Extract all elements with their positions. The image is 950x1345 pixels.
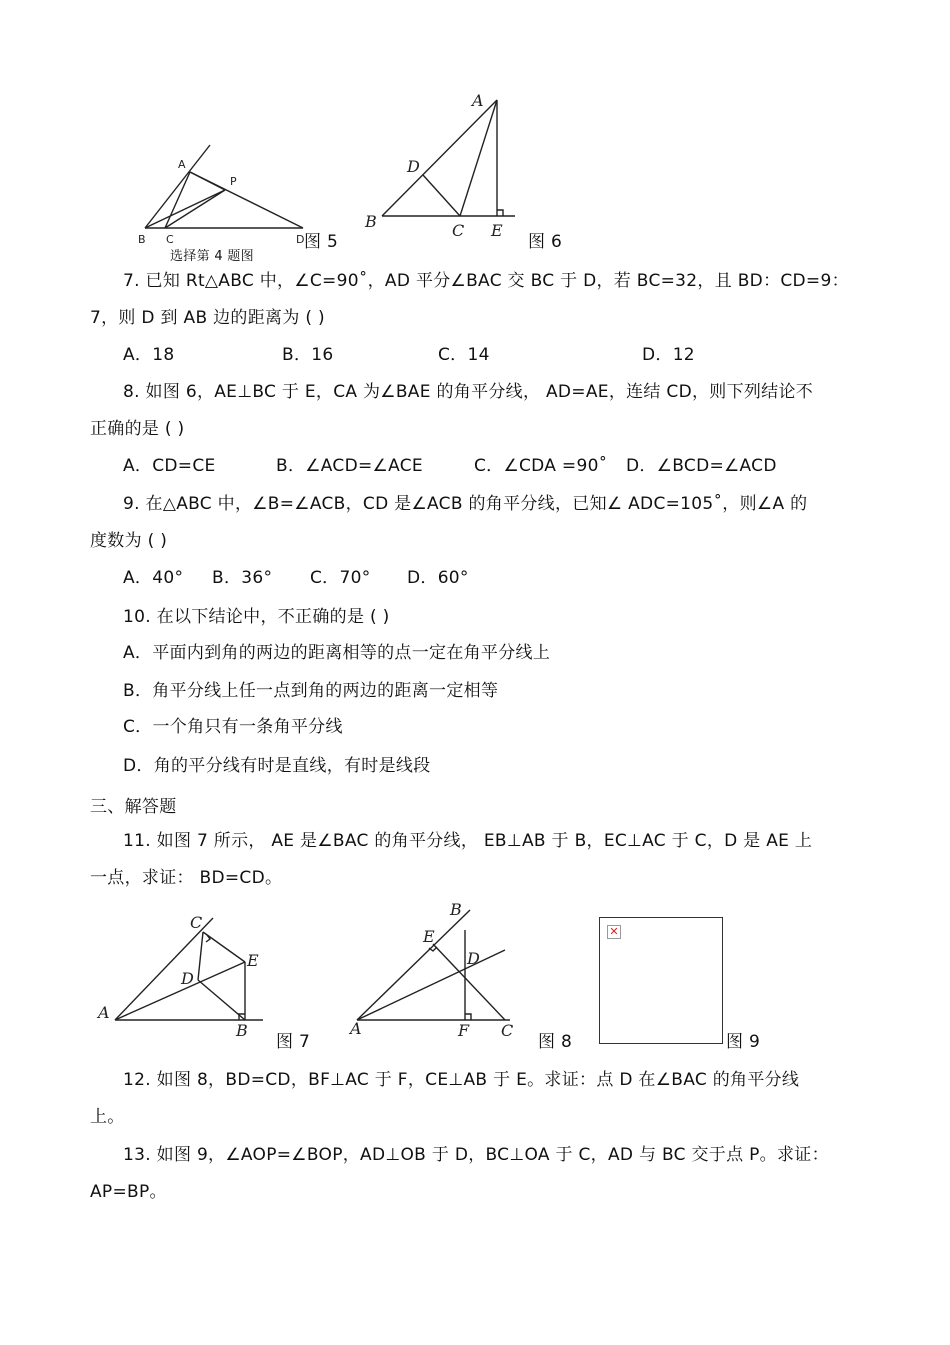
point-label: E (423, 927, 435, 946)
question-8-line1: 8. 如图 6，AE⊥BC 于 E，CA 为∠BAE 的角平分线， AD=AE，连结 CD，则下列结论不 (123, 382, 814, 402)
point-label: C (166, 233, 174, 246)
figure-6 (360, 88, 530, 243)
point-label: A (350, 1019, 362, 1038)
point-label: C (190, 913, 203, 932)
option: C．一个角只有一条角平分线 (123, 717, 343, 737)
point-label: B (138, 233, 146, 246)
point-label: A (472, 91, 484, 110)
figure-4-caption: 选择第 4 题图 (170, 249, 254, 264)
option: D．12 (642, 345, 695, 365)
point-label: C (452, 221, 465, 240)
question-10-line1: 10. 在以下结论中，不正确的是 ( ) (123, 607, 390, 627)
point-label: E (247, 951, 259, 970)
option: B．∠ACD=∠ACE (276, 456, 423, 476)
option: B．角平分线上任一点到角的两边的距离一定相等 (123, 681, 499, 701)
figure-9-label: 图 9 (726, 1032, 761, 1052)
point-label: P (230, 175, 237, 188)
question-7-line2: 7，则 D 到 AB 边的距离为 ( ) (90, 308, 325, 328)
option: B．36° (212, 568, 273, 588)
point-label: D (296, 233, 305, 246)
question-7-line1: 7. 已知 Rt△ABC 中，∠C=90˚，AD 平分∠BAC 交 BC 于 D，若 BC=32，且 BD：CD=9： (123, 271, 849, 291)
point-label: B (450, 900, 462, 919)
option: A．平面内到角的两边的距离相等的点一定在角平分线上 (123, 643, 551, 663)
figure-9-placeholder (599, 917, 723, 1044)
option: D．角的平分线有时是直线，有时是线段 (123, 756, 431, 776)
problem-12-line1: 12. 如图 8，BD=CD，BF⊥AC 于 F，CE⊥AB 于 E。求证：点 D 在∠BAC 的角平分线 (123, 1070, 800, 1090)
option: A．CD=CE (123, 456, 216, 476)
option: C．∠CDA =90˚ (474, 456, 608, 476)
point-label: B (236, 1021, 248, 1040)
point-label: D (181, 969, 194, 988)
problem-12-line2: 上。 (90, 1107, 125, 1127)
problem-11-line2: 一点，求证： BD=CD。 (90, 868, 283, 888)
point-label: A (178, 158, 186, 171)
question-8-line2: 正确的是 ( ) (90, 419, 185, 439)
option: B．16 (282, 345, 334, 365)
option: A．40° (123, 568, 184, 588)
option: A．18 (123, 345, 175, 365)
question-9-line2: 度数为 ( ) (90, 531, 168, 551)
problem-13-line2: AP=BP。 (90, 1182, 167, 1202)
figure-8-label: 图 8 (538, 1032, 573, 1052)
option: D．60° (407, 568, 469, 588)
point-label: E (491, 221, 503, 240)
point-label: D (467, 949, 480, 968)
option: C．14 (438, 345, 490, 365)
section-title: 三、解答题 (90, 797, 177, 817)
figure-6-label: 图 6 (528, 232, 563, 252)
point-label: C (501, 1021, 514, 1040)
broken-image-icon: ✕ (607, 925, 621, 939)
question-9-line1: 9. 在△ABC 中，∠B=∠ACB，CD 是∠ACB 的角平分线，已知∠ ADC=105˚，则∠A 的 (123, 494, 808, 514)
figure-4 (130, 140, 330, 255)
point-label: F (458, 1021, 470, 1040)
problem-13-line1: 13. 如图 9，∠AOP=∠BOP，AD⊥OB 于 D，BC⊥OA 于 C，AD 与 BC 交于点 P。求证： (123, 1145, 829, 1165)
problem-11-line1: 11. 如图 7 所示， AE 是∠BAC 的角平分线， EB⊥AB 于 B，EC⊥AC 于 C，D 是 AE 上 (123, 831, 813, 851)
point-label: D (407, 157, 420, 176)
figure-7-label: 图 7 (276, 1032, 311, 1052)
option: C．70° (310, 568, 371, 588)
figure-5-label: 图 5 (304, 232, 339, 252)
figure-8 (345, 900, 535, 1040)
figure-7 (95, 910, 275, 1040)
point-label: B (365, 212, 377, 231)
option: D．∠BCD=∠ACD (626, 456, 777, 476)
point-label: A (98, 1003, 110, 1022)
